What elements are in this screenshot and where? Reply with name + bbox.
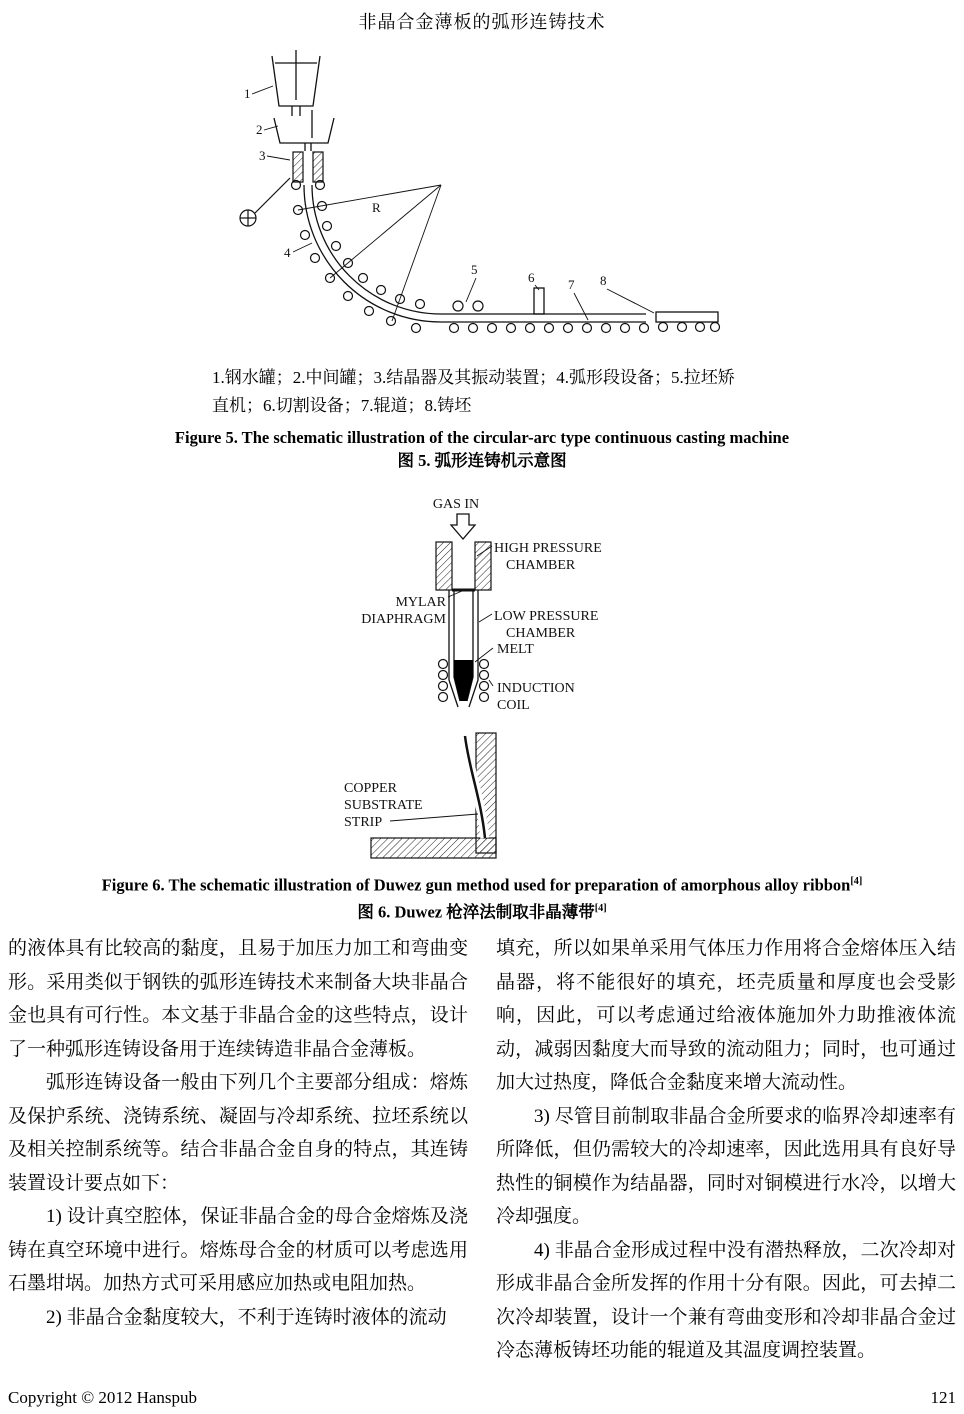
figure5-legend-line2: 直机；6.切割设备；7.辊道；8.铸坯 [212,396,472,415]
label-6: 6 [528,270,535,285]
figure5-caption [0,426,964,472]
body-column-left [8,932,468,1368]
gas-in-arrow-icon [451,514,475,539]
radius-lines [298,185,441,321]
arc-rollers [292,181,425,333]
vibration-device [240,178,290,226]
body-paragraph: 4) 非晶合金形成过程中没有潜热释放，二次冷却对形成非晶合金所发挥的作用十分有限。因此，可去掉二次冷却装置，设计一个兼有弯曲变形和冷却非晶合金过冷态薄板铸坯功能的辊道及其温度调控装置。 [496,1239,956,1361]
figure6-caption-en-ref: [4] [850,876,863,887]
low-pressure-label-line1: LOW PRESSURE [494,609,599,624]
footer-page-number: 121 [930,1388,956,1407]
body-column-right [496,932,956,1368]
figure5-caption-en: Figure 5. The schematic illustration of the circular-arc type continuous casting machine [174,428,790,447]
body-paragraph: 3) 尽管目前制取非晶合金所要求的临界冷却速率有所降低，但仍需较大的冷却速率，因此选用具有良好导热性的铜模作为结晶器，同时对铜模进行水冷，以增大冷却强度。 [496,1105,956,1227]
body-paragraph: 1) 设计真空腔体，保证非晶合金的母合金熔炼及浇铸在真空环境中进行。熔炼母合金的材质可以考虑选用石墨坩埚。加热方式可采用感应加热或电阻加热。 [8,1206,468,1294]
gas-in-label: GAS IN [432,497,480,512]
copper-label-line1: COPPER [344,781,397,796]
figure6-caption-zh-text: 图 6. Duwez 枪淬法制取非晶薄带 [357,902,595,921]
label-1: 1 [244,86,251,101]
figure6-drawing [336,494,636,869]
high-pressure-label-line2: CHAMBER [506,558,576,573]
figure6-caption-en-text: Figure 6. The schematic illustration of Duwez gun method used for preparation of amorphous alloy ribbon [101,875,851,895]
label-4: 4 [284,245,291,260]
mold [293,152,323,182]
label-3: 3 [259,148,266,163]
cast-slab [656,312,720,332]
high-pressure-label-line1: HIGH PRESSURE [494,541,602,556]
induction-label: INDUCTION [497,681,575,696]
melt-label: MELT [497,642,534,657]
figure5-legend-line1: 1.钢水罐；2.中间罐；3.结晶器及其振动装置；4.弧形段设备；5.拉坯矫 [212,368,735,387]
figure6-caption-en [0,870,964,897]
high-pressure-chamber [436,542,491,590]
label-7: 7 [568,277,575,292]
figure5-caption-zh: 图 5. 弧形连铸机示意图 [397,451,567,470]
melt-region [454,660,473,701]
footer-copyright: Copyright © 2012 Hanspub [8,1388,198,1407]
figure6-caption-zh-ref: [4] [594,902,607,914]
label-5: 5 [471,262,478,277]
page-title: 非晶合金薄板的弧形连铸技术 [358,12,606,32]
page-footer [8,1388,956,1408]
body-paragraph: 的液体具有比较高的黏度，且易于加压力加工和弯曲变形。采用类似于钢铁的弧形连铸技术来制备大块非晶合金也具有可行性。本文基于非晶合金的这些特点，设计了一种弧形连铸设备用于连续铸造非晶合金薄板。 [8,938,468,1060]
body-text [8,932,956,1368]
mylar-label-line2: DIAPHRAGM [361,612,446,627]
straightener-rollers [453,301,483,311]
figure6-caption [0,870,964,923]
tundish [274,110,334,151]
low-pressure-label-line2: CHAMBER [506,626,576,641]
mylar-label-line1: MYLAR [395,595,446,610]
copper-label-line2: SUBSTRATE [344,798,423,813]
cutting-device [534,288,544,314]
label-8: 8 [600,273,607,288]
body-paragraph: 2) 非晶合金黏度较大，不利于连铸时液体的流动 [46,1306,447,1328]
copper-label-line3: STRIP [344,815,383,830]
figure5-legend [212,364,812,420]
body-paragraph: 弧形连铸设备一般由下列几个主要部分组成：熔炼及保护系统、浇铸系统、凝固与冷却系统、拉坯系统以及相关控制系统等。结合非晶合金自身的特点，其连铸装置设计要点如下： [8,1072,468,1194]
coil-label: COIL [497,698,530,713]
figure5-drawing [226,50,726,350]
body-paragraph: 填充，所以如果单采用气体压力作用将合金熔体压入结晶器，将不能很好的填充，坯壳质量和厚度也会受影响，因此，可以考虑通过给液体施加外力助推液体流动，减弱因黏度大而导致的流动阻力；同时，也可通过加大过热度，降低合金黏度来增大流动性。 [496,938,956,1093]
roller-table [450,324,649,333]
label-2: 2 [256,122,263,137]
figure6-caption-zh [0,897,964,924]
ladle [272,50,320,116]
label-radius: R [372,200,381,215]
